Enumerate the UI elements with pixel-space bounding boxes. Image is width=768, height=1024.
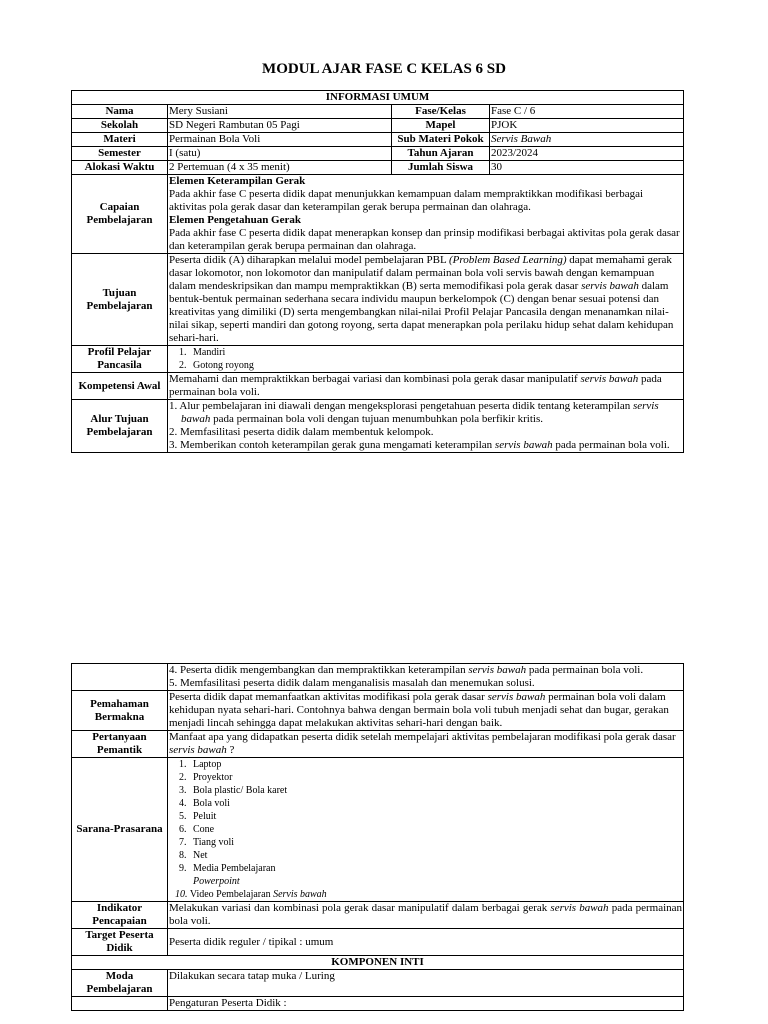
alur-item-4-text: 4. Peserta didik mengembangkan dan mempraktikkan keterampilan — [169, 664, 469, 676]
sarana-item: 1. Laptop — [189, 758, 682, 771]
value-sub-materi — [490, 133, 684, 147]
alur-item-1-tail: pada permainan bola voli dengan tujuan menumbuhkan pola berfikir kritis. — [210, 413, 544, 425]
info-row — [72, 119, 684, 133]
sub-materi-text: Servis Bawah — [491, 133, 552, 145]
komponen-inti-header: KOMPONEN INTI — [72, 956, 684, 970]
tujuan-content — [168, 254, 684, 346]
kompetensi-text-2: pada permainan bola voli. — [169, 373, 662, 398]
pertanyaan-italic: servis bawah — [169, 744, 227, 756]
pengaturan-row — [72, 997, 684, 1011]
info-table — [71, 90, 684, 453]
capaian-heading-2: Elemen Pengetahuan Gerak — [169, 214, 301, 226]
label-fase-kelas: Fase/Kelas — [392, 105, 490, 119]
sarana-item-9-text: Media Pembelajaran — [193, 863, 276, 874]
alur-item-1-text: 1. Alur pembelajaran ini diawali dengan mengeksplorasi pengetahuan peserta didik tentang keterampilan — [169, 400, 633, 412]
label-kompetensi: Kompetensi Awal — [72, 373, 168, 400]
tujuan-row — [72, 254, 684, 346]
profil-row — [72, 346, 684, 373]
label-profil: Profil Pelajar Pancasila — [72, 346, 168, 373]
sarana-item: 7. Tiang voli — [189, 836, 682, 849]
value-semester: I (satu) — [168, 147, 392, 161]
target-row — [72, 929, 684, 956]
moda-content: Dilakukan secara tatap muka / Luring — [168, 970, 684, 997]
document-title: MODUL AJAR FASE C KELAS 6 SD — [262, 61, 506, 77]
sarana-item: 3. Bola plastic/ Bola karet — [189, 784, 682, 797]
alur-content — [168, 400, 684, 453]
indikator-row — [72, 902, 684, 929]
alur-item — [169, 439, 682, 452]
alur-continued-row — [72, 664, 684, 691]
alur-item-4-tail: pada permainan bola voli. — [526, 664, 644, 676]
label-semester: Semester — [72, 147, 168, 161]
alur-item-2-text: 2. Memfasilitasi peserta didik dalam membentuk kelompok. — [169, 426, 434, 438]
sarana-item-10-text: Video Pembelajaran — [187, 889, 274, 900]
label-sekolah: Sekolah — [72, 119, 168, 133]
alur-item-3-text: 3. Memberikan contoh keterampilan gerak guna mengamati keterampilan — [169, 439, 495, 451]
kompetensi-text-1: Memahami dan mempraktikkan berbagai variasi dan kombinasi pola gerak dasar manipulatif — [169, 373, 581, 385]
indikator-content — [168, 902, 684, 929]
sarana-item: 5. Peluit — [189, 810, 682, 823]
sarana-item-10-num: 10. — [175, 889, 188, 900]
alur-item — [169, 664, 682, 677]
sarana-item — [169, 888, 682, 901]
alur-continued-content — [168, 664, 684, 691]
info-row — [72, 161, 684, 175]
capaian-row — [72, 175, 684, 254]
pemahaman-row — [72, 691, 684, 731]
pemahaman-content — [168, 691, 684, 731]
alur-row — [72, 400, 684, 453]
alur-item — [169, 426, 682, 439]
info-table-continued — [71, 663, 684, 1011]
tujuan-italic-1: (Problem Based Learning) — [449, 254, 567, 266]
sarana-item-10-italic: Servis bawah — [273, 889, 327, 900]
alur-continued-label-cell — [72, 664, 168, 691]
info-row — [72, 105, 684, 119]
tujuan-italic-2: servis bawah — [581, 280, 639, 292]
profil-item: 2. Gotong royong — [189, 359, 682, 372]
capaian-content — [168, 175, 684, 254]
informasi-umum-header: INFORMASI UMUM — [72, 91, 684, 105]
info-row — [72, 133, 684, 147]
label-mapel: Mapel — [392, 119, 490, 133]
tujuan-text-2: dapat memahami gerak dasar lokomotor, non lokomotor dan manipulatif dalam permainan bola voli servis bawah dengan kemampuan dalam mendeskripsikan dan mampu mempraktikkan (B) serta memodifikasi pola gerak dasar — [169, 254, 672, 292]
alur-item-3-tail: pada permainan bola voli. — [552, 439, 670, 451]
tujuan-text-1: Peserta didik (A) diharapkan melalui model pembelajaran PBL — [169, 254, 450, 266]
indikator-text-1: Melakukan variasi dan kombinasi pola gerak dasar manipulatif dalam berbagai gerak — [169, 902, 551, 914]
capaian-heading-1: Elemen Keterampilan Gerak — [169, 175, 306, 187]
label-target: Target Peserta Didik — [72, 929, 168, 956]
value-nama: Mery Susiani — [168, 105, 392, 119]
pemahaman-italic: servis bawah — [487, 691, 546, 703]
label-alur: Alur Tujuan Pembelajaran — [72, 400, 168, 453]
sarana-item: 2. Proyektor — [189, 771, 682, 784]
info-row — [72, 147, 684, 161]
komponen-inti-row — [72, 956, 684, 970]
label-nama: Nama — [72, 105, 168, 119]
kompetensi-row — [72, 373, 684, 400]
capaian-paragraph-1: Pada akhir fase C peserta didik dapat menunjukkan kemampuan dalam mempraktikkan modifikasi berbagai aktivitas pola gerak dasar dan keterampilan gerak berupa permainan dan olahraga. — [169, 188, 644, 213]
pertanyaan-text-1: Manfaat apa yang didapatkan peserta didik setelah mempelajari aktivitas pembelajaran modifikasi pola gerak dasar — [169, 731, 676, 743]
kompetensi-content — [168, 373, 684, 400]
value-sekolah: SD Negeri Rambutan 05 Pagi — [168, 119, 392, 133]
sarana-item: 4. Bola voli — [189, 797, 682, 810]
target-content: Peserta didik reguler / tipikal : umum — [168, 929, 684, 956]
moda-row — [72, 970, 684, 997]
sarana-row — [72, 758, 684, 902]
kompetensi-italic: servis bawah — [580, 373, 639, 385]
profil-item: 1. Mandiri — [189, 346, 682, 359]
value-jumlah-siswa: 30 — [490, 161, 684, 175]
label-indikator: Indikator Pencapaian — [72, 902, 168, 929]
sarana-item: 6. Cone — [189, 823, 682, 836]
label-materi: Materi — [72, 133, 168, 147]
pengaturan-content: Pengaturan Peserta Didik : — [168, 997, 684, 1011]
value-mapel: PJOK — [490, 119, 684, 133]
alur-item-5-text: 5. Memfasilitasi peserta didik dalam menganalisis masalah dan menemukan solusi. — [169, 677, 535, 689]
pertanyaan-row — [72, 731, 684, 758]
label-alokasi-waktu: Alokasi Waktu — [72, 161, 168, 175]
indikator-text-2: pada permainan bola voli. — [169, 902, 683, 927]
label-moda: Moda Pembelajaran — [72, 970, 168, 997]
pemahaman-text-1: Peserta didik dapat memanfaatkan aktivitas modifikasi pola gerak dasar — [169, 691, 488, 703]
value-tahun-ajaran: 2023/2024 — [490, 147, 684, 161]
sarana-item — [189, 862, 682, 888]
indikator-italic: servis bawah — [550, 902, 609, 914]
alur-item-3-italic: servis bawah — [494, 439, 553, 451]
pertanyaan-text-2: ? — [226, 744, 235, 756]
label-tahun-ajaran: Tahun Ajaran — [392, 147, 490, 161]
pertanyaan-content — [168, 731, 684, 758]
label-sarana: Sarana-Prasarana — [72, 758, 168, 902]
label-tujuan: Tujuan Pembelajaran — [72, 254, 168, 346]
label-sub-materi: Sub Materi Pokok — [392, 133, 490, 147]
label-pertanyaan: Pertanyaan Pemantik — [72, 731, 168, 758]
alur-item — [169, 400, 682, 426]
sarana-item: 8. Net — [189, 849, 682, 862]
profil-content — [168, 346, 684, 373]
alur-item — [169, 677, 682, 690]
alur-item-4-italic: servis bawah — [468, 664, 527, 676]
value-fase-kelas: Fase C / 6 — [490, 105, 684, 119]
label-capaian: Capaian Pembelajaran — [72, 175, 168, 254]
capaian-paragraph-2: Pada akhir fase C peserta didik dapat menerapkan konsep dan prinsip modifikasi berbagai aktivitas pola gerak dasar dan keterampilan gerak berupa permainan dan olahraga. — [169, 227, 680, 252]
sarana-item-9-sub: Powerpoint — [193, 876, 240, 887]
label-jumlah-siswa: Jumlah Siswa — [392, 161, 490, 175]
pemahaman-text-2: permainan bola voli dalam kehidupan nyata sehari-hari. Contohnya bahwa dengan bermain bola voli tubuh menjadi sehat dan bugar, gerakan menjadi lincah sehingga dapat melakukan aktivitas sehari-hari dengan baik. — [169, 691, 669, 729]
tujuan-text-3: dalam bentuk-bentuk permainan sederhana secara individu maupun berkelompok (C) dengan benar sesuai potensi dan kreativitas yang dimiliki (D) serta mengembangkan nilai-nilai Profil Pelajar Pancasila dengan menanamkan nilai-nilai sikap, seperti mandiri dan gotong royong, serta dapat menerapkan pola perilaku hidup sehat dalam kehidupan sehari-hari. — [169, 280, 674, 344]
pengaturan-label-cell — [72, 997, 168, 1011]
sarana-content — [168, 758, 684, 902]
value-alokasi-waktu: 2 Pertemuan (4 x 35 menit) — [168, 161, 392, 175]
label-pemahaman: Pemahaman Bermakna — [72, 691, 168, 731]
value-materi: Permainan Bola Voli — [168, 133, 392, 147]
alur-item-1-italic: servis bawah — [181, 400, 659, 425]
